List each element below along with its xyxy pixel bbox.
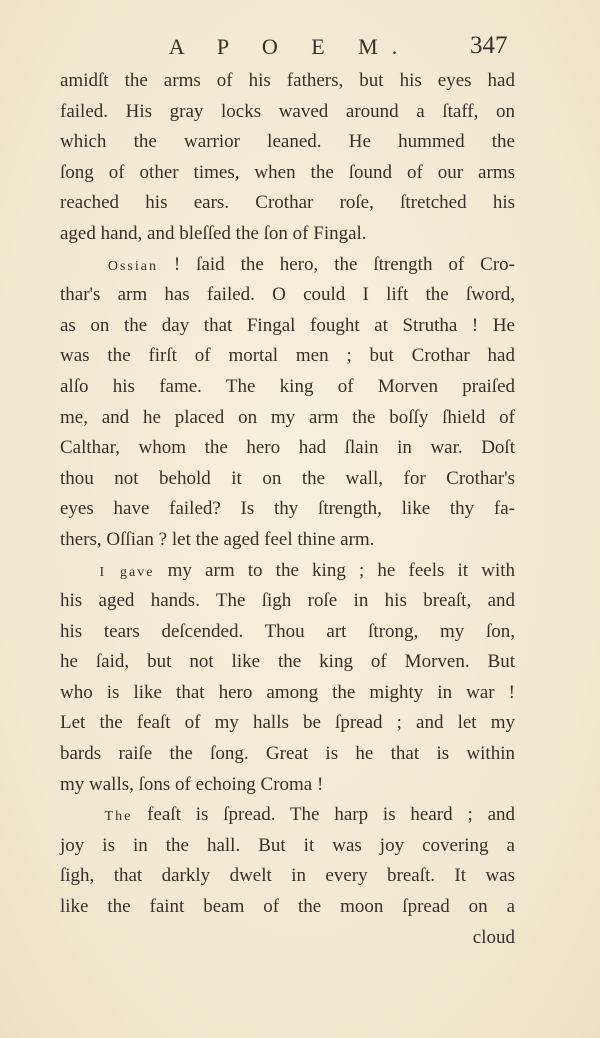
text-line: my walls, ſons of echoing Croma ! [60, 773, 324, 795]
text-line: reached his ears. Crothar roſe, ſtretched his [60, 192, 515, 214]
text-line: as on the day that Fingal fought at Strutha ! He [60, 314, 515, 336]
text-line: which the warrior leaned. He hummed the [60, 131, 515, 153]
text-line: his tears deſcended. Thou art ſtrong, my ſon, [60, 620, 515, 642]
running-head [0, 30, 600, 70]
page-number: 347 [470, 32, 508, 59]
text-line-rest: feaſt is ſpread. The harp is heard ; and [147, 804, 516, 826]
text-line: Calthar, whom the hero had ſlain in war. Doſt [60, 437, 515, 459]
page-title: A P O E M. [168, 34, 412, 59]
text-line-paragraph-start [60, 250, 515, 281]
text-line: was the firſt of mortal men ; but Crothar had [60, 345, 515, 367]
text-line: like the faint beam of the moon ſpread on a [60, 896, 515, 918]
text-line-paragraph-start [60, 556, 515, 587]
text-line: eyes have failed? Is thy ſtrength, like thy fa- [60, 498, 515, 520]
catchword: cloud [472, 926, 515, 948]
text-line: alſo his fame. The king of Morven praiſed [60, 375, 515, 397]
text-line: thers, Oſſian ? let the aged feel thine arm. [60, 528, 375, 550]
small-caps-word: The [104, 809, 133, 825]
text-line: me, and he placed on my arm the boſſy ſhield of [60, 406, 515, 428]
text-line: failed. His gray locks waved around a ſtaff, on [60, 100, 515, 122]
text-line: joy is in the hall. But it was joy covering a [60, 834, 515, 856]
text-line: he ſaid, but not like the king of Morven. But [60, 651, 515, 673]
small-caps-word: I gave [99, 564, 155, 580]
text-line-rest: ! ſaid the hero, the ſtrength of Cro- [173, 253, 516, 275]
text-line: thou not behold it on the wall, for Crothar's [60, 467, 515, 489]
text-line: his aged hands. The ſigh roſe in his breaſt, and [60, 590, 515, 612]
small-caps-word: Ossian [107, 258, 158, 274]
text-line-rest: my arm to the king ; he feels it with [167, 559, 516, 581]
text-line: amidſt the arms of his fathers, but his eyes had [60, 70, 515, 91]
text-line: ſigh, that darkly dwelt in every breaſt. It was [60, 865, 515, 887]
text-line: Let the feaſt of my halls be ſpread ; and let my [60, 712, 515, 734]
text-line: who is like that hero among the mighty in war ! [60, 681, 515, 703]
text-line: thar's arm has failed. O could I lift the ſword, [60, 284, 515, 306]
body-text [60, 66, 515, 953]
text-line: bards raiſe the ſong. Great is he that is within [60, 743, 515, 765]
text-line-paragraph-start [60, 800, 515, 831]
text-line: ſong of other times, when the ſound of our arms [60, 161, 515, 183]
text-line: aged hand, and bleſſed the ſon of Fingal. [60, 222, 367, 244]
